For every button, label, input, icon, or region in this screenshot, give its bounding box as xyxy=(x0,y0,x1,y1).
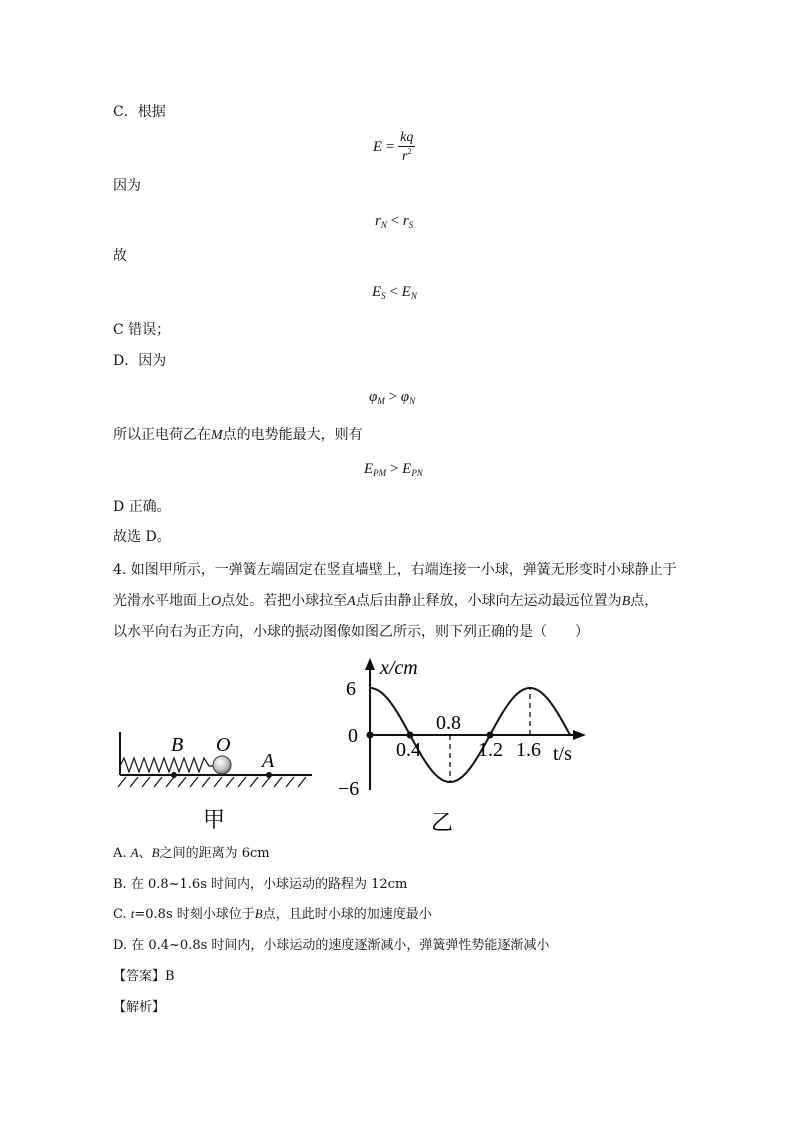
eq2-right-sub: S xyxy=(408,220,414,230)
so-pre: 所以正电荷乙在 xyxy=(113,427,211,443)
zero-point-1.2 xyxy=(487,732,494,739)
equation-phi-compare xyxy=(369,389,415,406)
x-tick-1.2: 1.2 xyxy=(478,739,503,761)
eq4-left: φ xyxy=(369,389,378,405)
opt-c-post: 点，且此时小球的加速度最小 xyxy=(262,907,432,922)
vibration-chart xyxy=(330,652,602,832)
y-tick-0: 0 xyxy=(348,725,358,747)
eq3-op: < xyxy=(385,284,402,300)
q2-a: A xyxy=(347,594,356,609)
opt-c-b: B xyxy=(254,906,263,921)
y-axis-arrow xyxy=(365,658,375,670)
question-line-2 xyxy=(113,591,658,612)
eq-den-r: r xyxy=(402,149,408,164)
opt-c-mid: =0.8s 时刻小球位于 xyxy=(134,907,255,922)
question-line-3: 以水平向右为正方向，小球的振动图像如图乙所示，则下列正确的是（ ） xyxy=(113,624,589,640)
q2-mid: 点处。若把小球拉至 xyxy=(221,593,348,609)
eq-den-exp: 2 xyxy=(407,147,412,156)
label-O: O xyxy=(216,734,231,756)
label-A: A xyxy=(262,750,275,772)
y-tick-6: 6 xyxy=(346,678,356,700)
answer-label: 【答案】 xyxy=(113,969,166,984)
y-axis-label-text: x/cm xyxy=(380,657,418,679)
eq5-right: E xyxy=(402,461,412,477)
ground-hatch xyxy=(118,777,306,787)
label-B: B xyxy=(171,734,184,756)
eq5-left: E xyxy=(364,461,374,477)
y-tick-neg6: −6 xyxy=(338,778,360,800)
q2-post: 点， xyxy=(630,593,659,609)
so-var: M xyxy=(211,428,223,443)
option-c xyxy=(113,903,432,922)
opt-c-pre: C. xyxy=(113,907,131,922)
eq2-op: < xyxy=(386,213,403,229)
opt-a-v1: A xyxy=(130,845,139,860)
ball xyxy=(213,756,231,774)
zero-point-0 xyxy=(367,732,374,739)
q2-o: O xyxy=(211,594,222,609)
so-text xyxy=(113,425,363,446)
point-B xyxy=(171,772,177,778)
eq3-right-sub: N xyxy=(410,291,417,301)
caption-jia: 甲 xyxy=(203,807,226,832)
choose-text: 故选 D。 xyxy=(113,529,171,545)
eq5-op: > xyxy=(386,461,403,477)
eq-equals: = xyxy=(382,138,399,155)
eq4-right: φ xyxy=(400,389,410,405)
answer-line xyxy=(113,965,175,984)
q2-b: B xyxy=(621,594,631,609)
eq-numerator: kq xyxy=(400,130,414,145)
eq2-right: r xyxy=(402,213,409,229)
equation-field-strength xyxy=(373,130,415,165)
spring xyxy=(120,758,213,772)
opt-a-post: 之间的距离为 6cm xyxy=(159,846,270,861)
eq-symbol-E: E xyxy=(373,138,383,155)
x-axis-arrow xyxy=(573,730,586,740)
eq4-op: > xyxy=(384,389,401,405)
x-tick-0.8: 0.8 xyxy=(436,712,461,734)
point-A xyxy=(266,772,272,778)
equation-Ep-compare xyxy=(364,461,423,478)
x-axis-label xyxy=(553,743,572,765)
eq2-left: r xyxy=(375,213,381,229)
eq-fraction xyxy=(398,130,415,165)
so-post: 点的电势能最大，则有 xyxy=(222,427,363,443)
opt-c-t: t xyxy=(130,906,135,921)
eq3-left-sub: S xyxy=(381,291,386,301)
caption-yi: 乙 xyxy=(431,810,454,832)
question-line-1: 4. 如图甲所示，一弹簧左端固定在竖直墙壁上，右端连接一小球，弹簧无形变时小球静止于 xyxy=(113,562,677,578)
therefore-text: 故 xyxy=(113,248,127,264)
x-axis-label-text: t/s xyxy=(553,743,572,765)
opt-a-pre: A. xyxy=(113,846,131,861)
option-d: D. 在 0.4~0.8s 时间内，小球运动的速度逐渐减小，弹簧弹性势能逐渐减小 xyxy=(113,938,550,953)
q2-pre: 光滑水平地面上 xyxy=(113,593,211,609)
eq-denominator xyxy=(398,147,415,165)
equation-r-compare xyxy=(375,213,413,230)
zero-point-0.4 xyxy=(407,732,414,739)
option-d-intro: D．因为 xyxy=(113,353,167,369)
eq5-right-sub: PN xyxy=(411,468,423,478)
q2-mid2: 点后由静止释放，小球向左运动最远位置为 xyxy=(355,593,622,609)
figure-spring-setup xyxy=(112,720,322,835)
option-c-intro: C．根据 xyxy=(113,104,166,120)
option-b: B. 在 0.8~1.6s 时间内，小球运动的路程为 12cm xyxy=(113,877,408,892)
eq4-right-sub: N xyxy=(409,396,416,406)
eq4-left-sub: M xyxy=(377,396,385,406)
eq2-left-sub: N xyxy=(380,220,387,230)
x-tick-1.6: 1.6 xyxy=(516,739,541,761)
because-text-1: 因为 xyxy=(113,178,141,194)
chart-marks xyxy=(338,678,570,800)
y-axis-label xyxy=(379,657,418,679)
c-wrong-text: C 错误； xyxy=(113,322,171,338)
x-tick-0.4: 0.4 xyxy=(396,739,421,761)
eq5-left-sub: PM xyxy=(373,468,387,478)
d-right-text: D 正确。 xyxy=(113,499,171,515)
opt-a-v2: B xyxy=(151,845,160,860)
option-a xyxy=(113,842,270,861)
eq3-left: E xyxy=(372,284,382,300)
analysis-label: 【解析】 xyxy=(113,1000,166,1015)
eq3-right: E xyxy=(401,284,411,300)
opt-a-mid: 、 xyxy=(138,846,152,861)
equation-E-compare xyxy=(372,284,417,301)
answer-value: B xyxy=(165,969,175,984)
